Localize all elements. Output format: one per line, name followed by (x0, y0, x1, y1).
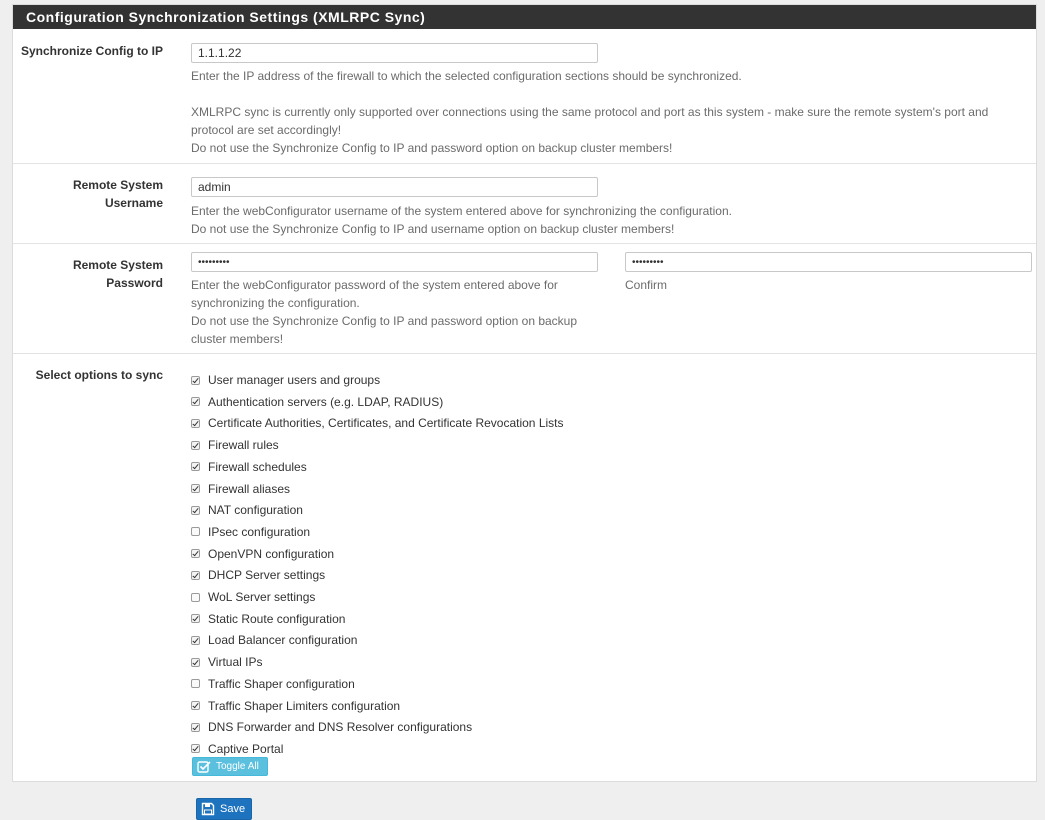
sync-option-item[interactable] (191, 565, 325, 585)
sync-option-checkbox[interactable] (191, 614, 200, 623)
sync-option-label: Load Balancer configuration (208, 633, 358, 648)
sync-option-item[interactable] (191, 609, 345, 629)
password-row (13, 244, 1036, 354)
sync-option-item[interactable] (191, 674, 355, 694)
sync-option-label: Certificate Authorities, Certificates, and Certificate Revocation Lists (208, 416, 564, 431)
username-row (13, 164, 1036, 244)
sync-option-checkbox[interactable] (191, 527, 200, 536)
options-label: Select options to sync (35, 368, 163, 382)
sync-option-checkbox[interactable] (191, 636, 200, 645)
password-label-line: Remote System (72, 258, 163, 272)
sync-ip-help-line: XMLRPC sync is currently only supported over connections using the same protocol and port as this system - make sure the remote system's port and (191, 105, 989, 119)
username-label (73, 176, 163, 212)
sync-option-item[interactable] (191, 739, 283, 759)
sync-option-label: WoL Server settings (208, 590, 316, 604)
sync-option-item[interactable] (191, 457, 307, 477)
username-help-line: Do not use the Synchronize Config to IP and username option on backup cluster members! (191, 222, 675, 236)
sync-ip-help (191, 67, 1031, 157)
password-confirm-input[interactable] (625, 252, 1032, 272)
sync-option-item[interactable] (191, 500, 303, 520)
sync-option-checkbox[interactable] (191, 419, 200, 428)
sync-option-checkbox[interactable] (191, 376, 200, 385)
sync-option-label: OpenVPN configuration (208, 546, 335, 561)
sync-option-label: Firewall rules (208, 438, 279, 453)
password-input[interactable] (191, 252, 598, 272)
sync-option-checkbox[interactable] (191, 462, 200, 471)
sync-option-label: DHCP Server settings (208, 568, 326, 583)
password-label-line: Password (106, 276, 163, 290)
password-help-line: synchronizing the configuration. (191, 296, 360, 310)
sync-option-item[interactable] (191, 522, 310, 542)
sync-option-item[interactable] (191, 435, 279, 455)
sync-option-item[interactable] (191, 479, 290, 499)
password-help (191, 276, 611, 348)
sync-option-label: DNS Forwarder and DNS Resolver configurations (208, 720, 473, 735)
check-square-icon (197, 760, 211, 773)
save-label: Save (220, 803, 246, 815)
sync-option-label: Firewall schedules (208, 459, 307, 474)
sync-option-checkbox[interactable] (191, 593, 200, 602)
sync-option-checkbox[interactable] (191, 484, 200, 493)
sync-option-item[interactable] (191, 544, 334, 564)
sync-option-label: Firewall aliases (208, 481, 291, 496)
sync-option-checkbox[interactable] (191, 744, 200, 753)
sync-option-checkbox[interactable] (191, 701, 200, 710)
password-help-line: Do not use the Synchronize Config to IP and password option on backup (191, 314, 578, 328)
sync-option-checkbox[interactable] (191, 723, 200, 732)
sync-ip-help-line: protocol are set accordingly! (191, 123, 342, 137)
save-button[interactable] (196, 798, 252, 820)
sync-option-checkbox[interactable] (191, 658, 200, 667)
sync-option-label: Traffic Shaper Limiters configuration (208, 698, 401, 713)
sync-option-item[interactable] (191, 652, 262, 672)
sync-option-checkbox[interactable] (191, 679, 200, 688)
sync-ip-help-line: Enter the IP address of the firewall to which the selected configuration sections should be synchronized. (191, 69, 742, 83)
sync-option-checkbox[interactable] (191, 397, 200, 406)
username-label-line: Remote System (72, 178, 163, 192)
sync-option-label: Virtual IPs (208, 655, 263, 670)
sync-option-label: Captive Portal (208, 741, 284, 756)
sync-option-label: Authentication servers (e.g. LDAP, RADIUS) (208, 394, 444, 409)
sync-option-label: Static Route configuration (208, 611, 346, 626)
sync-option-checkbox[interactable] (191, 441, 200, 450)
sync-option-item[interactable] (191, 587, 315, 607)
sync-option-label: User manager users and groups (208, 373, 381, 387)
password-help-line: Enter the webConfigurator password of the system entered above for (191, 278, 558, 292)
sync-option-item[interactable] (191, 413, 564, 433)
sync-option-label: IPsec configuration (208, 524, 311, 539)
sync-option-item[interactable] (191, 696, 400, 716)
username-label-line: Username (104, 196, 163, 210)
sync-option-item[interactable] (191, 630, 357, 650)
sync-option-item[interactable] (191, 370, 380, 390)
sync-option-label: NAT configuration (208, 503, 303, 518)
options-row (13, 354, 1036, 783)
username-help-line: Enter the webConfigurator username of the system entered above for synchronizing the configuration. (191, 204, 732, 218)
sync-ip-label: Synchronize Config to IP (20, 44, 163, 58)
toggle-all-button[interactable] (192, 757, 268, 776)
sync-option-checkbox[interactable] (191, 549, 200, 558)
username-help (191, 202, 732, 238)
toggle-all-label: Toggle All (216, 761, 259, 772)
sync-option-checkbox[interactable] (191, 571, 200, 580)
sync-option-item[interactable] (191, 392, 443, 412)
password-label (73, 256, 163, 292)
password-confirm-label: Confirm (625, 278, 668, 292)
sync-settings-panel (12, 4, 1037, 782)
password-help-line: cluster members! (191, 332, 284, 346)
sync-option-label: Traffic Shaper configuration (208, 676, 355, 691)
panel-title: Configuration Synchronization Settings (XMLRPC Sync) (13, 5, 1036, 29)
sync-option-checkbox[interactable] (191, 506, 200, 515)
sync-ip-row (13, 29, 1036, 164)
sync-option-item[interactable] (191, 717, 472, 737)
sync-ip-input[interactable] (191, 43, 598, 63)
username-input[interactable] (191, 177, 598, 197)
sync-ip-help-line: Do not use the Synchronize Config to IP and password option on backup cluster members! (191, 141, 673, 155)
